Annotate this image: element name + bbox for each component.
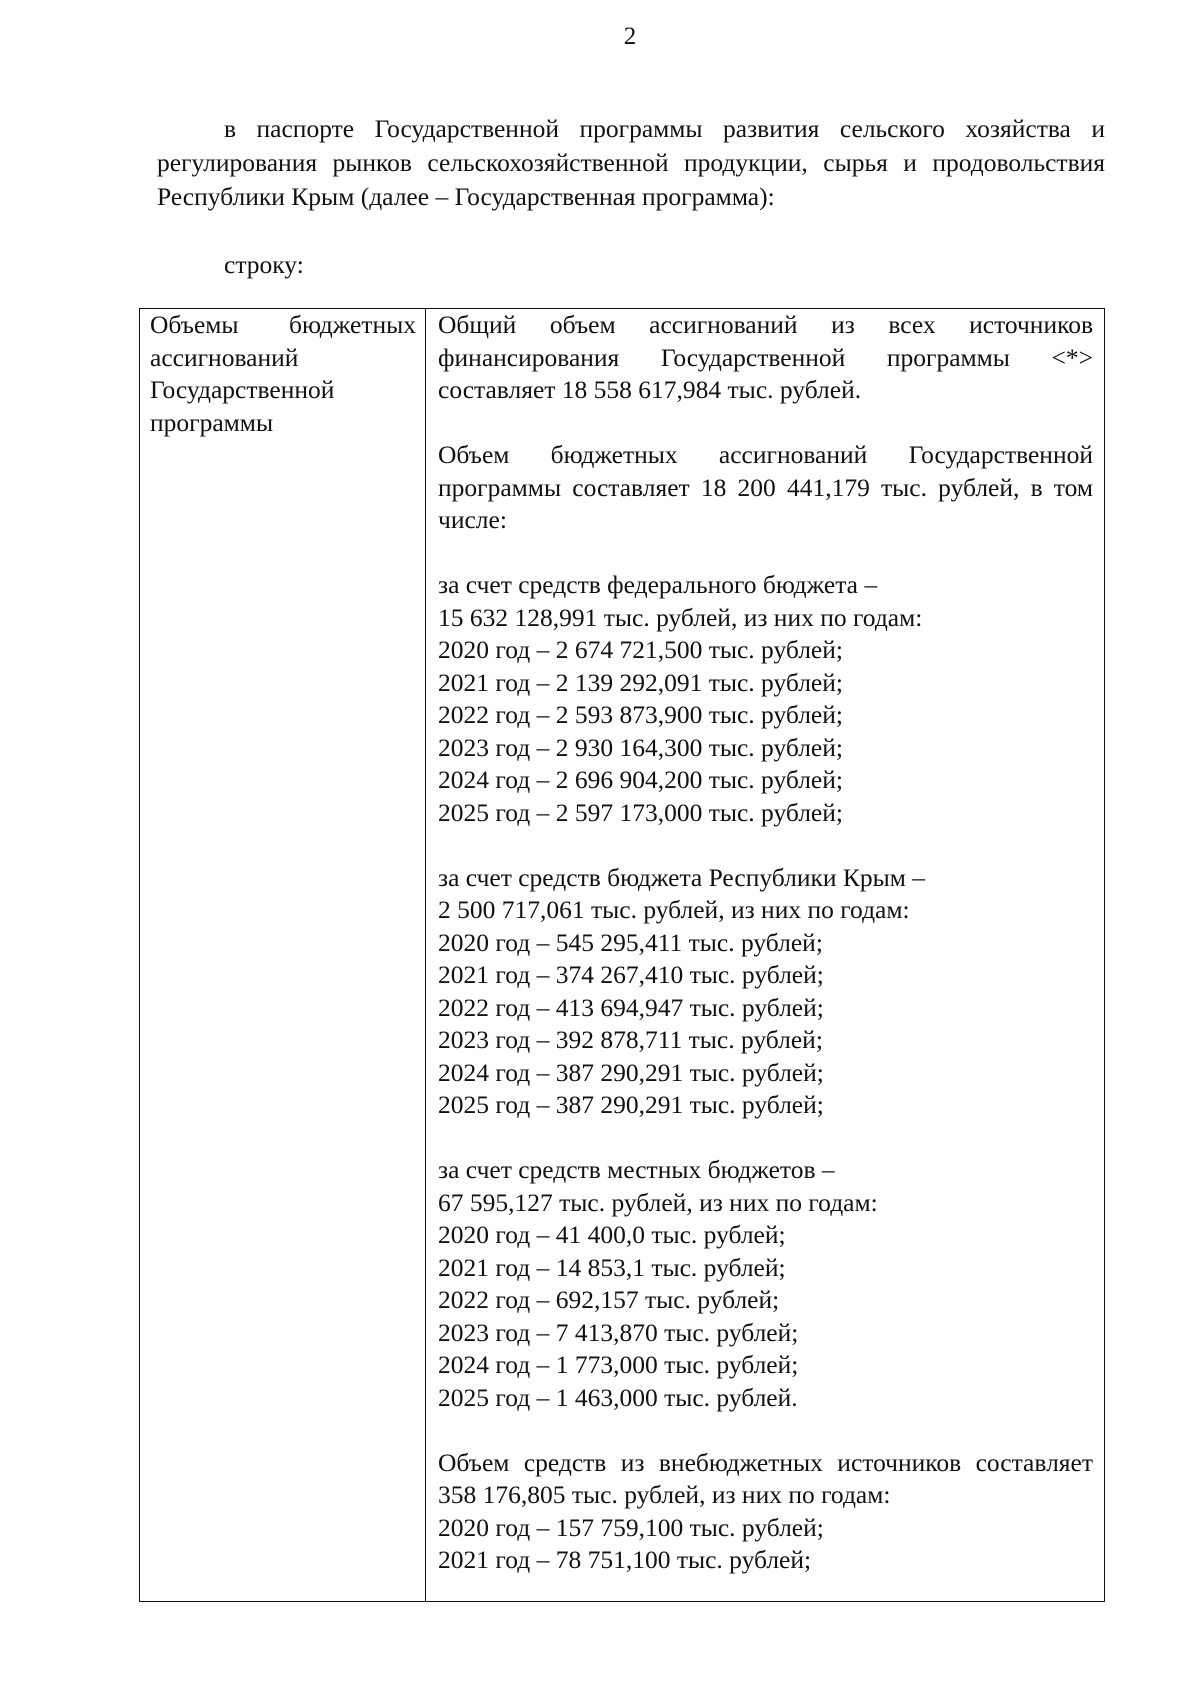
federal-budget-block (438, 569, 1093, 829)
regional-year-row: 2024 год – 387 290,291 тыс. рублей; (438, 1057, 824, 1087)
federal-year-row: 2021 год – 2 139 292,091 тыс. рублей; (438, 667, 843, 697)
intro-paragraph: в паспорте Государственной программы развития сельского хозяйства и регулирования рынков сельскохозяйственной продукции, сырья и продовольствия Республики Крым (далее – Государственная программа): (157, 114, 1105, 211)
total-funding-paragraph: Общий объем ассигнований из всех источников финансирования Государственной программы <*> составляет 18 558 617,984 тыс. рублей. (438, 310, 1093, 404)
extrabudget-year-row: 2021 год – 78 751,100 тыс. рублей; (438, 1545, 812, 1574)
regional-year-row: 2022 год – 413 694,947 тыс. рублей; (438, 992, 824, 1022)
federal-year-row: 2020 год – 2 674 721,500 тыс. рублей; (438, 635, 843, 664)
federal-year-row: 2025 год – 2 597 173,000 тыс. рублей; (438, 797, 843, 827)
passport-table (139, 308, 1105, 1602)
page-number: 2 (623, 23, 637, 50)
budget-funding-paragraph: Объем бюджетных ассигнований Государственной программы составляет 18 200 441,179 тыс. рублей, в том числе: (438, 440, 1093, 534)
extrabudget-year-row: 2020 год – 157 759,100 тыс. рублей; (438, 1512, 824, 1542)
federal-year-row: 2022 год – 2 593 873,900 тыс. рублей; (438, 700, 843, 729)
local-year-row: 2021 год – 14 853,1 тыс. рублей; (438, 1252, 786, 1282)
left-cell-line: ассигнований (150, 342, 299, 372)
extrabudget-paragraph: Объем средств из внебюджетных источников составляет 358 176,805 тыс. рублей, из них по годам: (438, 1447, 1093, 1509)
table-right-cell (438, 309, 1093, 1577)
federal-heading: за счет средств федерального бюджета – (438, 570, 878, 599)
lead-word: строку: (224, 250, 304, 279)
local-year-row: 2025 год – 1 463,000 тыс. рублей. (438, 1382, 798, 1412)
local-year-row: 2022 год – 692,157 тыс. рублей; (438, 1285, 780, 1314)
regional-subtotal: 2 500 717,061 тыс. рублей, из них по годам: (438, 895, 910, 924)
regional-budget-block (438, 862, 1093, 1122)
left-cell-line: Объемы бюджетных (150, 310, 416, 339)
regional-year-row: 2021 год – 374 267,410 тыс. рублей; (438, 960, 824, 989)
federal-year-row: 2024 год – 2 696 904,200 тыс. рублей; (438, 765, 843, 794)
local-subtotal: 67 595,127 тыс. рублей, из них по годам: (438, 1187, 878, 1217)
local-year-row: 2020 год – 41 400,0 тыс. рублей; (438, 1220, 786, 1249)
local-year-row: 2023 год – 7 413,870 тыс. рублей; (438, 1317, 799, 1347)
local-budget-block (438, 1154, 1093, 1414)
regional-year-row: 2023 год – 392 878,711 тыс. рублей; (438, 1025, 823, 1054)
federal-year-row: 2023 год – 2 930 164,300 тыс. рублей; (438, 732, 843, 762)
table-left-cell (150, 309, 416, 439)
regional-year-row: 2020 год – 545 295,411 тыс. рублей; (438, 927, 823, 957)
column-divider (425, 309, 426, 1601)
regional-heading: за счет средств бюджета Республики Крым – (438, 862, 926, 892)
regional-year-row: 2025 год – 387 290,291 тыс. рублей; (438, 1090, 824, 1119)
left-cell-line: Государственной (150, 375, 335, 404)
federal-subtotal: 15 632 128,991 тыс. рублей, из них по годам: (438, 602, 923, 632)
left-cell-line: программы (150, 407, 274, 437)
extrabudget-block (438, 1447, 1093, 1577)
local-year-row: 2024 год – 1 773,000 тыс. рублей; (438, 1350, 799, 1379)
local-heading: за счет средств местных бюджетов – (438, 1155, 835, 1184)
